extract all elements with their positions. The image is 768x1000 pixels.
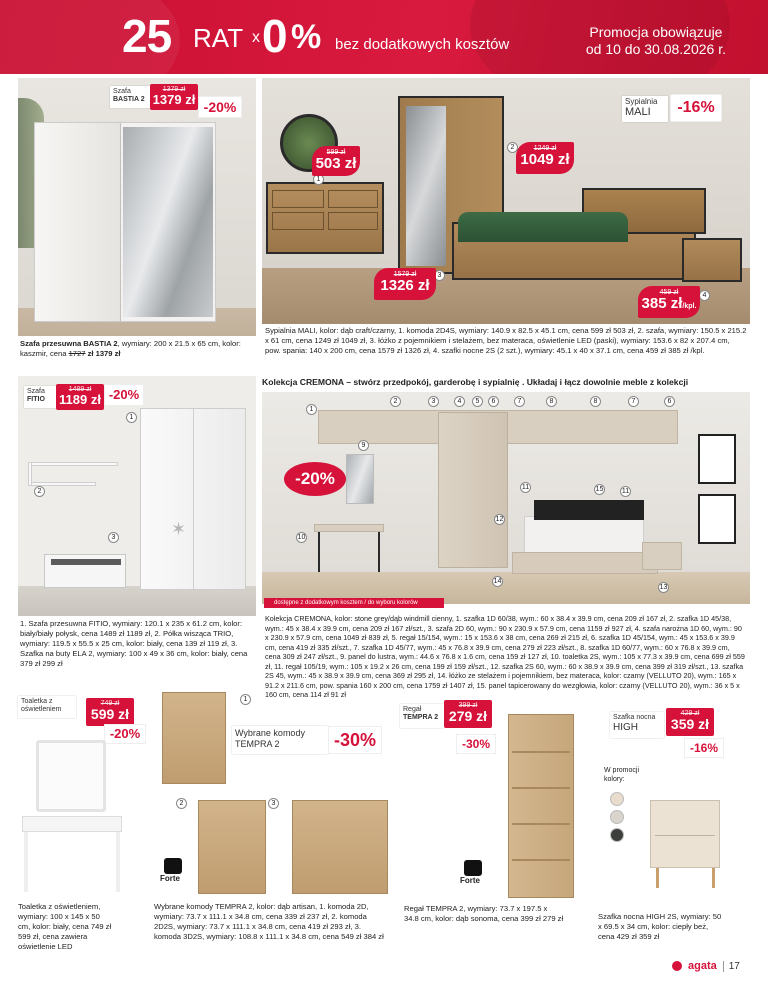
mali-panel [262, 78, 750, 366]
shelf-image [28, 462, 32, 486]
marker-4: 4 [699, 290, 710, 301]
tag-line-2: TEMPRA 2 [235, 739, 280, 749]
marker: 3 [428, 396, 439, 407]
marker-2: 2 [34, 486, 45, 497]
caption-new-price: zł 1379 zł [87, 349, 121, 358]
promo-line-2: od 10 do 30.08.2026 r. [585, 41, 726, 57]
cremona-panel [262, 376, 750, 708]
caption-bold: Szafa przesuwna BASTIA 2 [20, 339, 118, 348]
banner-promo-dates [586, 24, 726, 58]
regal-caption: Regał TEMPRA 2, wymiary: 73.7 x 197.5 x 34.8 cm, kolor: dąb sonoma, cena 399 zł 279 zł [404, 904, 564, 944]
bastia-caption [18, 336, 256, 366]
marker-3: 3 [108, 532, 119, 543]
tempra-name-tag [232, 726, 328, 754]
marker: 7 [514, 396, 525, 407]
szafka-discount: -16% [684, 738, 724, 758]
toaletka-caption: Toaletka z oświetleniem, wymiary: 100 x 145 x 50 cm, kolor: biały, cena 749 zł 599 zł, cena zawiera oświetlenie LED [18, 902, 112, 960]
tempra-discount: -30% [328, 726, 382, 754]
marker: 7 [628, 396, 639, 407]
marker: 14 [493, 578, 502, 585]
marker-2: 2 [176, 798, 187, 809]
tempra-caption: Wybrane komody TEMPRA 2, kolor: dąb artisan, 1. komoda 2D, wymiary: 73.7 x 111.1 x 34.8 cm, cena 339 zł 237 zł, 2. komoda 2D2S, wymiary: 73.7 x 111.1 x 34.8 cm, cena 419 zł 293 zł, 3. komoda 3D2S, wymiary: 108.8 x 111.1 x 34.8 cm, cena 549 zł 384 zł [154, 902, 390, 960]
old-price: 429 zł [680, 710, 700, 717]
tempra-dresser-1-image [162, 692, 226, 784]
new-price: 599 zł [90, 706, 130, 722]
price-unit: /kpl. [682, 303, 697, 310]
mirror-door [123, 127, 213, 317]
tempra-block [154, 690, 390, 960]
vanity-leg [24, 832, 28, 892]
szafka-price [666, 708, 714, 736]
bastia-panel [18, 78, 256, 366]
bastia-price [150, 84, 198, 110]
mali-dresser-image [266, 182, 384, 254]
tempra-dresser-2-image [198, 800, 266, 894]
marker: 11 [621, 488, 630, 495]
cremona-discount: -20% [284, 462, 346, 496]
mali-price-4 [638, 286, 700, 318]
regal-price [444, 700, 492, 728]
banner-x: x [252, 29, 260, 46]
color-swatch [610, 792, 624, 806]
mali-name-tag [622, 96, 668, 122]
marker-1: 1 [313, 174, 324, 185]
floor [18, 586, 256, 616]
mali-price-1 [312, 146, 360, 176]
marker: 15 [595, 486, 604, 493]
mali-caption: Sypialnia MALI, kolor: dąb craft/czarny, 1. komoda 2D4S, wymiary: 140.9 x 82.5 x 45.1 cm, cena 599 zł 503 zł, 2. szafa, wymiary: 150.5 x 215.2 x 61 cm, cena 1249 zł 1049 zł, 3. łóżko z pojemnikiem i stelażem, bez materaca, oświetlenie LED (paski), wymiary: 153.6 x 82 x 207.4 cm, pow. spania: 140 x 200 cm, cena 1579 zł 1326 zł, 4. szafki nocne 2S (2 szt.), wymiary: 45.1 x 40 x 37.1 cm, cena 459 zł 385 zł /kpl. [262, 324, 750, 366]
promo-banner [0, 0, 768, 74]
szafka-block [598, 690, 750, 960]
old-price: 459 zł [659, 289, 679, 296]
fitio-shoe-cabinet-image [44, 554, 126, 588]
marker-2: 2 [507, 142, 518, 153]
new-price: 1189 zł [59, 392, 101, 407]
fitio-price [56, 384, 104, 410]
fitio-name-tag [24, 386, 56, 408]
brand-name: Forte [160, 874, 180, 883]
price-value: 385 zł [641, 295, 683, 312]
tag-name: FITIO [27, 396, 45, 403]
marker: 8 [546, 396, 557, 407]
new-price: 1326 zł [380, 277, 430, 294]
toaletka-block [18, 690, 154, 960]
marker: 11 [521, 484, 530, 491]
szafka-caption: Szafka nocna HIGH 2S, wymiary: 50 x 69.5 x 34 cm, kolor: ciepły beż, cena 429 zł 359 zł [598, 912, 722, 952]
banner-percent: % [291, 18, 322, 56]
marker: 2 [390, 396, 401, 407]
new-price: 1379 zł [152, 92, 196, 107]
promo-line-1: Promocja obowiązuje [589, 24, 723, 40]
old-price: 1249 zł [533, 145, 557, 152]
banner-subtitle: bez dodatkowych kosztów [335, 36, 510, 53]
mali-price-2 [516, 142, 574, 174]
marker-1: 1 [240, 694, 251, 705]
mali-price-3 [374, 268, 436, 300]
brand-name: Forte [460, 876, 480, 885]
marker: 4 [454, 396, 465, 407]
footer [672, 958, 748, 974]
new-price: 359 zł [670, 716, 710, 732]
page-number: 17 [723, 961, 740, 972]
marker: 8 [590, 396, 601, 407]
nightstand-leg [656, 868, 659, 888]
old-price: 1579 zł [393, 271, 417, 278]
tag-line-2: TEMPRA 2 [403, 714, 439, 721]
tag-line-1: Szafka nocna [613, 714, 656, 721]
cremona-heading: Kolekcja CREMONA – stwórz przedpokój, garderobę i sypialnię . Układaj i łącz dowolnie meble z kolekcji [262, 377, 689, 387]
wardrobe-door [35, 123, 121, 321]
fitio-panel [18, 376, 256, 676]
new-price: 503 zł [315, 155, 357, 172]
marker-3: 3 [268, 798, 279, 809]
fitio-wardrobe-image: ✶ [140, 408, 246, 590]
marker: 9 [358, 440, 369, 451]
new-price: 1049 zł [520, 151, 570, 168]
forte-logo [160, 858, 190, 886]
toaletka-discount: -20% [104, 724, 146, 744]
mali-discount: -16% [670, 94, 722, 122]
fitio-discount: -20% [104, 384, 144, 406]
banner-zero: 0 [262, 10, 288, 62]
old-price: 749 zł [100, 700, 120, 707]
marker-3: 3 [434, 270, 445, 281]
shelf-image [28, 462, 118, 466]
regal-discount: -30% [456, 734, 496, 754]
vanity-mirror-image [36, 740, 106, 812]
tag-name: Toaletka z oświetleniem [21, 698, 62, 713]
nightstand-leg [712, 868, 715, 888]
toaletka-name-tag [18, 696, 76, 718]
bastia-discount: -20% [198, 96, 242, 118]
old-price: 599 zł [326, 149, 346, 156]
vanity-table-image [22, 816, 122, 832]
caption-old-price: 1727 [68, 349, 86, 358]
regal-block [398, 690, 588, 960]
tag-name: MALI [625, 106, 651, 118]
new-price: 279 zł [448, 708, 488, 724]
marker: 10 [297, 534, 306, 541]
color-swatch [610, 810, 624, 824]
vanity-leg [116, 832, 120, 892]
caption-text: , wymiary: 200 x 21.5 x 65 cm, kolor: kaszmir, cena [20, 339, 241, 358]
szafka-nightstand-image [650, 800, 720, 868]
regal-bookcase-image [508, 714, 574, 898]
new-price [638, 296, 700, 311]
old-price: 1379 zł [162, 86, 186, 93]
color-swatch [610, 828, 624, 842]
tag-small: Sypialnia [625, 97, 658, 106]
cremona-caption: Kolekcja CREMONA, kolor: stone grey/dąb windmill cienny, 1. szafka 1D 60/38, wym.: 60 x 38.4 x 39.9 cm, cena 209 zł 167 zł, 2. szafka 1D 45/38, wym.: 45 x 38.4 x 39.9 cm, cena 209 zł 167 zł/szt., 3. szafa 2D 60, wym.: 90 x 230.9 x 57.9 cm, cena 1159 zł 927 zł, 4. szafa narożna 1D 60, wym.: 90 x 230.9 x 57.9 cm, cena 1049 zł 839 zł, 5. regał 15/154, wym.: 15 x 153.6 x 38 cm, cena 269 zł 215 zł, 6. szafka 1D 45/154, wym.: 45 x 153.6 x 39.9 cm, cena 419 zł 335 zł/szt., 7. szafka 1D 45/77, wym.: 45 x 76.8 x 39.9 cm, cena 279 zł 223 zł/szt., 8. szafka 1D 60/77, wym.: 60 x 76.8 x 39.9 cm, cena 309 zł 247 zł/szt., 9. panel do lustra, wym.: 44.6 x 76.8 x 1.6 cm, cena 159 zł 127 zł, 10. toaletka 2S, wym.: 105 x 77.3 x 39.9 cm, cena 699 zł 559 zł, 11. regał 105/19, wym.: 105 x 19.2 x 26 cm, cena 199 zł 159 zł/szt., 12. szafka 2S 60, wym.: 60 x 38.9 x 39.9 cm, cena 399 zł 319 zł/szt., 13. szafka 2S 45, wym.: 45 x 38.9 x 39.9 cm, cena 369 zł 295 zł, 14. łóżko ze stelażem i pojemnikiem, bez materaca, kolor: czarny (VELLUTO 20), wym.: 165 x 91.2 x 211.6 cm, pow. spania 160 x 200 cm, cena 1759 zł 1407 zł, 15. panel tapicerowany do wezgłowia, kolor: czarny (VELLUTO 20), wym.: 36 x 5 x 160 cm, cena 114 zł 91 zł [262, 612, 750, 708]
toaletka-price [86, 698, 134, 726]
fitio-caption: 1. Szafa przesuwna FITIO, wymiary: 120.1 x 235 x 61.2 cm, kolor: biały/biały połysk, cena 1489 zł 1189 zł, 2. Półka wisząca TRIO, wymiary: 119.5 x 55.5 x 25 cm, kolor: biały, cena 139 zł 119 zł, 3. Szafka na buty ELA 2, wymiary: 100 x 49 x 36 cm, kolor: biały, cena 379 zł 299 zł [18, 616, 256, 676]
tag-name: BASTIA 2 [113, 96, 145, 103]
old-price: 399 zł [458, 702, 478, 709]
bastia-wardrobe-image [34, 122, 216, 322]
marker: 6 [664, 396, 675, 407]
marker: 13 [659, 584, 668, 591]
promo-colors-label: W promocji kolory: [604, 767, 640, 783]
banner-rat-word: RAT [193, 23, 244, 53]
tag-line-1: Wybrane komody [235, 728, 305, 738]
tag-small: Szafa [113, 88, 131, 95]
marker: 12 [495, 516, 504, 523]
marker: 5 [472, 396, 483, 407]
tag-small: Szafa [27, 388, 45, 395]
footer-brand: agata [688, 960, 717, 972]
tag-line-1: Regał [403, 706, 422, 713]
marker: 1 [306, 404, 317, 415]
agata-logo-icon [672, 961, 682, 971]
forte-logo [460, 860, 490, 888]
regal-name-tag [400, 704, 444, 728]
marker-1: 1 [126, 412, 137, 423]
banner-rat-number: 25 [122, 10, 172, 62]
marker: 6 [488, 396, 499, 407]
bastia-name-tag [110, 86, 150, 108]
cremona-ribbon: dostępne z dodatkowym kosztem / do wyboru kolorów [264, 598, 444, 608]
mali-nightstand-image [682, 238, 742, 282]
szafka-name-tag [610, 712, 664, 738]
tag-line-2: HIGH [613, 722, 638, 733]
tempra-dresser-3-image [292, 800, 388, 894]
cremona-scene-image [262, 392, 750, 604]
color-swatches [610, 792, 630, 852]
bed-blanket [458, 212, 628, 242]
old-price: 1489 zł [68, 386, 92, 393]
